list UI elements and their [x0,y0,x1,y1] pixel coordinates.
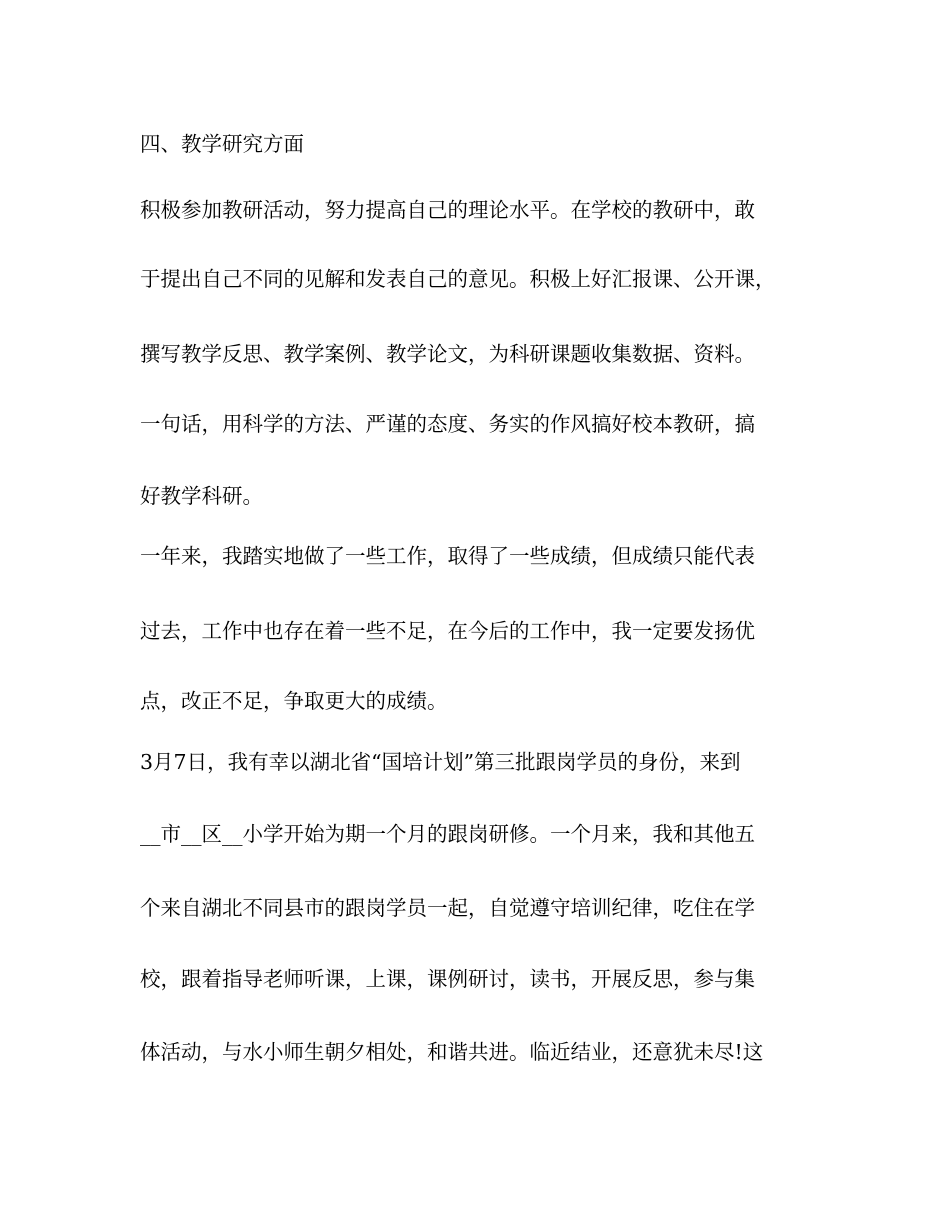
text-line: 体活动，与水小师生朝夕相处，和谐共进。临近结业，还意犹未尽!这 [140,1040,764,1064]
text-line: 一句话，用科学的方法、严谨的态度、务实的作风搞好校本教研，搞 [140,412,755,436]
text-line: 积极参加教研活动，努力提高自己的理论水平。在学校的教研中，敢 [140,198,755,222]
text-line: 一年来，我踏实地做了一些工作，取得了一些成绩，但成绩只能代表 [140,544,755,568]
text-line: 点，改正不足，争取更大的成绩。 [140,689,448,713]
text-line: 于提出自己不同的见解和发表自己的意见。积极上好汇报课、公开课， [140,267,776,291]
text-line: 过去，工作中也存在着一些不足，在今后的工作中，我一定要发扬优 [140,619,755,643]
text-line: 3月7日，我有幸以湖北省“国培计划”第三批跟岗学员的身份，来到 [140,750,741,774]
text-line: __市__区__小学开始为期一个月的跟岗研修。一个月来，我和其他五 [140,822,755,846]
section-heading: 四、教学研究方面 [140,132,304,156]
text-line: 校，跟着指导老师听课，上课，课例研讨，读书，开展反思，参与集 [140,967,755,991]
text-line: 个来自湖北不同县市的跟岗学员一起，自觉遵守培训纪律，吃住在学 [140,896,755,920]
text-line: 好教学科研。 [140,484,263,508]
text-line: 撰写教学反思、教学案例、教学论文，为科研课题收集数据、资料。 [140,342,755,366]
